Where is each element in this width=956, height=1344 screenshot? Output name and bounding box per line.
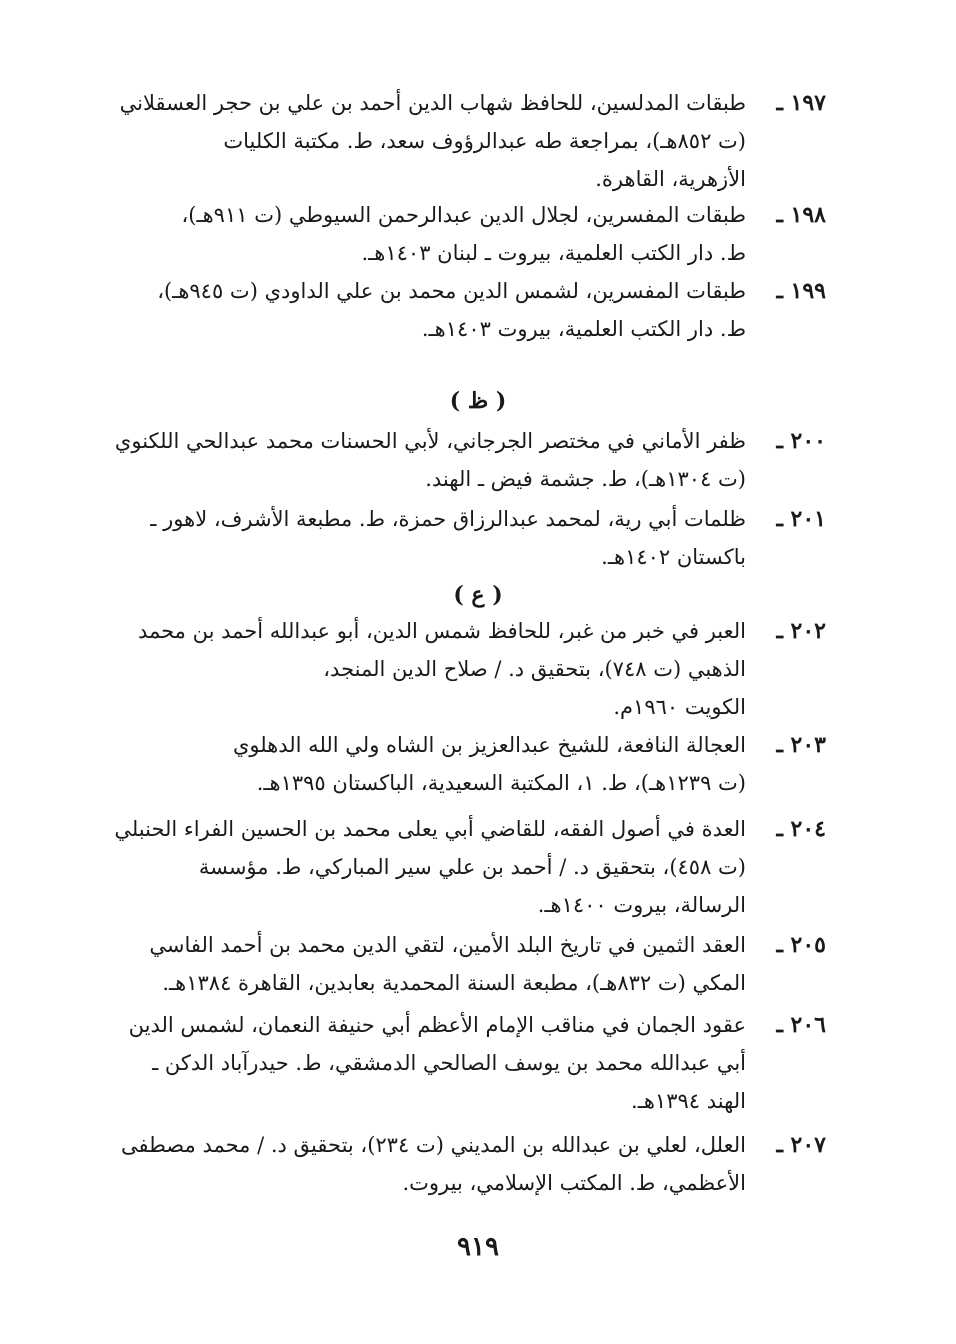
entry-text [121,1126,746,1202]
page-number: ٩١٩ [457,1232,499,1262]
entry-line: الأعظمي، ط. المكتب الإسلامي، بيروت. [402,1171,746,1195]
entry-line: (ت ١٣٠٤هـ)، ط. جشمة فيض ـ الهند. [425,467,746,491]
bibliography-entry-200 [114,422,826,498]
entry-number: ٢٠١ ـ [776,506,826,532]
entry-number: ٢٠٧ ـ [776,1132,826,1158]
bibliography-entry-203 [126,726,826,802]
entry-number: ١٩٨ ـ [776,202,826,228]
entry-line: عقود الجمان في مناقب الإمام الأعظم أبي حنيفة النعمان، لشمس الدين [128,1013,746,1037]
entry-text [126,726,746,802]
entry-number: ٢٠٢ ـ [776,618,826,644]
entry-line: طبقات المفسرين، لجلال الدين عبدالرحمن السيوطي (ت ٩١١هـ)، [181,203,746,227]
entry-text [114,810,746,924]
entry-line: ط. دار الكتب العلمية، بيروت ١٤٠٣هـ. [421,317,746,341]
entry-line: (ت ١٢٣٩هـ)، ط. ١، المكتبة السعيدية، الباكستان ١٣٩٥هـ. [256,771,746,795]
entry-line: ظفر الأماني في مختصر الجرجاني، لأبي الحسنات محمد عبدالحي اللكنوي [114,429,746,453]
entry-line: العبر في خبر من غبر، للحافظ شمس الدين، أبو عبدالله أحمد بن محمد [137,619,746,643]
entry-text [120,84,746,198]
entry-line: أبي عبدالله محمد بن يوسف الصالحي الدمشقي، ط. حيدرآباد الدكن ـ [152,1051,746,1075]
entry-number: ٢٠٥ ـ [776,932,826,958]
entry-line: ظلمات أبي رية، لمحمد عبدالرزاق حمزة، ط. مطبعة الأشرف، لاهور ـ [150,507,746,531]
entry-line: العجالة النافعة، للشيخ عبدالعزيز بن الشاه ولي الله الدهلوي [232,733,746,757]
entry-line: (ت ٨٥٢هـ)، بمراجعة طه عبدالرؤوف سعد، ط. مكتبة الكليات [223,129,746,153]
entry-line: العقد الثمين في تاريخ البلد الأمين، لتقي الدين محمد بن أحمد الفاسي [149,933,746,957]
entry-line: الأزهرية، القاهرة. [595,167,746,191]
entry-line: الهند ١٣٩٤هـ. [631,1089,746,1113]
bibliography-entry-207 [120,1126,826,1202]
section-heading-zaa: ( ظ ) [449,388,507,414]
entry-line: العلل، لعلي بن عبدالله بن المديني (ت ٢٣٤)، بتحقيق د. / محمد مصطفى [120,1133,746,1157]
entry-line: ط. دار الكتب العلمية، بيروت ـ لبنان ١٤٠٣هـ. [361,241,746,265]
entry-text [126,1006,746,1120]
bibliography-entry-201 [126,500,826,576]
entry-text [115,422,746,498]
bibliography-entry-205 [126,926,826,1002]
entry-text [126,196,746,272]
entry-line: (ت ٤٥٨)، بتحقيق د. / أحمد بن علي سير المباركي، ط. مؤسسة [198,855,746,879]
entry-line: الذهبي (ت ٧٤٨)، بتحقيق د. / صلاح الدين المنجد، [323,657,746,681]
entry-number: ٢٠٤ ـ [776,816,826,842]
entry-text [126,612,746,726]
entry-text [126,926,746,1002]
bibliography-entry-204 [114,810,826,924]
section-heading-ayn: ( ع ) [453,582,503,608]
entry-line: المكي (ت ٨٣٢هـ)، مطبعة السنة المحمدية بعابدين، القاهرة ١٣٨٤هـ. [162,971,746,995]
entry-line: الكويت ١٩٦٠م. [613,695,746,719]
entry-line: الرسالة، بيروت ١٤٠٠هـ. [537,893,746,917]
entry-number: ١٩٧ ـ [776,90,826,116]
bibliography-entry-199 [126,272,826,348]
entry-line: العدة في أصول الفقه، للقاضي أبي يعلى محمد بن الحسين الفراء الحنبلي [114,817,746,841]
bibliography-entry-198 [126,196,826,272]
entry-number: ١٩٩ ـ [776,278,826,304]
entry-line: طبقات المفسرين، لشمس الدين محمد بن علي الداودي (ت ٩٤٥هـ)، [157,279,746,303]
bibliography-entry-197 [119,84,826,198]
entry-line: طبقات المدلسين، للحافظ شهاب الدين أحمد بن علي بن حجر العسقلاني [119,91,746,115]
entry-number: ٢٠٦ ـ [776,1012,826,1038]
bibliography-entry-202 [126,612,826,726]
entry-number: ٢٠٣ ـ [776,732,826,758]
entry-line: باكستان ١٤٠٢هـ. [601,545,746,569]
entry-text [126,500,746,576]
entry-number: ٢٠٠ ـ [776,428,826,454]
bibliography-entry-206 [126,1006,826,1120]
entry-text [126,272,746,348]
